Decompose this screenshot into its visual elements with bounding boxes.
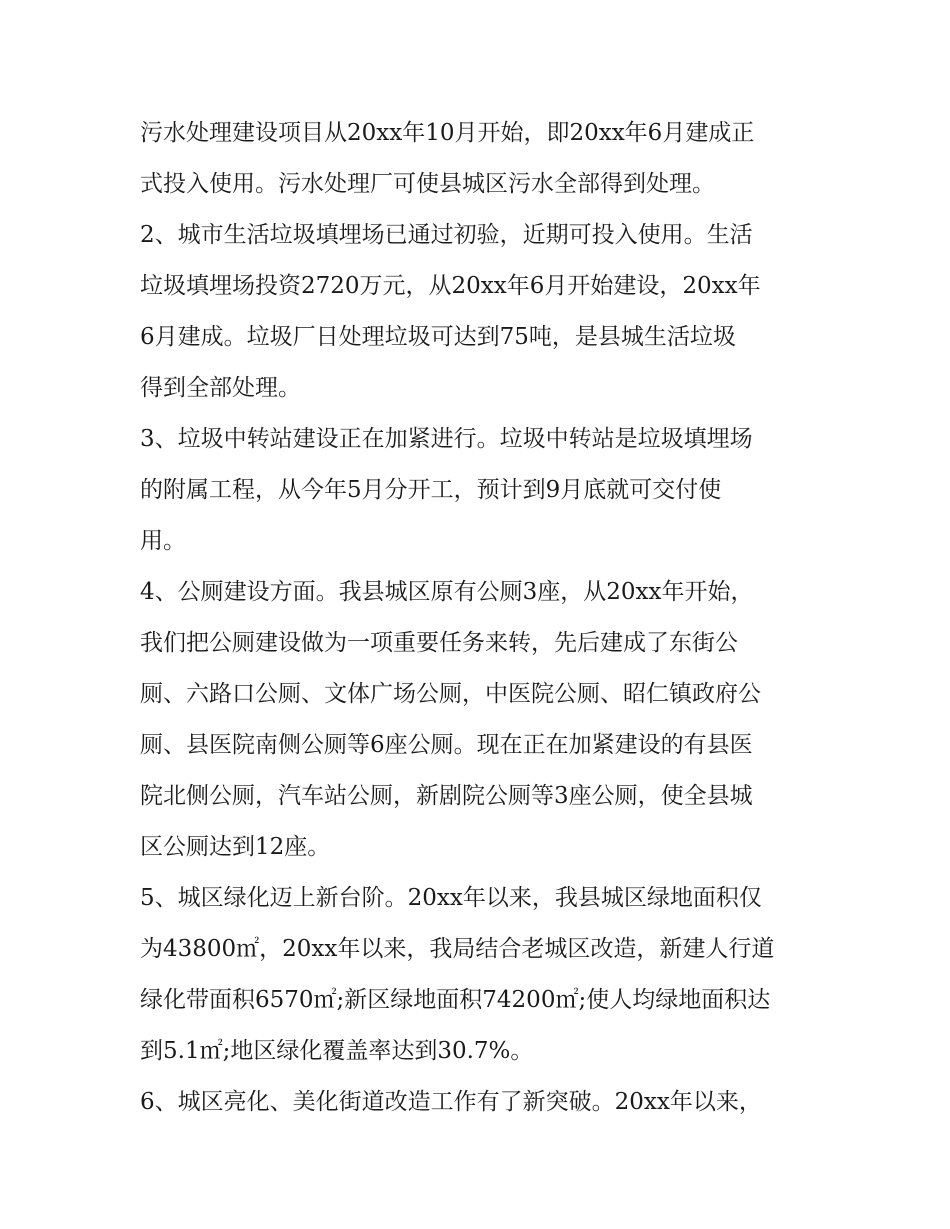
text-line: 污水处理建设项目从20xx年10月开始，即20xx年6月建成正 (140, 120, 755, 146)
paragraph-public-toilets (140, 567, 820, 873)
document-body (140, 108, 820, 1128)
text-line: 6月建成。垃圾厂日处理垃圾可达到75吨，是县城生活垃圾 (140, 324, 736, 350)
text-line: 的附属工程，从今年5月分开工，预计到9月底就可交付使 (140, 477, 722, 503)
text-line: 3、垃圾中转站建设正在加紧进行。垃圾中转站是垃圾填埋场 (140, 426, 753, 452)
text-line: 2、城市生活垃圾填埋场已通过初验，近期可投入使用。生活 (140, 222, 753, 248)
text-line: 4、公厕建设方面。我县城区原有公厕3座，从20xx年开始， (140, 579, 754, 605)
paragraph-landfill (140, 210, 820, 414)
paragraph-lighting (140, 1077, 820, 1128)
text-line: 区公厕达到12座。 (140, 834, 331, 860)
text-line: 院北侧公厕，汽车站公厕，新剧院公厕等3座公厕，使全县城 (140, 783, 753, 809)
text-line: 绿化带面积6570㎡;新区绿地面积74200㎡;使人均绿地面积达 (140, 987, 771, 1013)
text-line: 为43800㎡，20xx年以来，我局结合老城区改造，新建人行道 (140, 936, 775, 962)
text-line: 5、城区绿化迈上新台阶。20xx年以来，我县城区绿地面积仅 (140, 885, 762, 911)
text-line: 厕、六路口公厕、文体广场公厕，中医院公厕、昭仁镇政府公 (140, 681, 761, 707)
text-line: 厕、县医院南侧公厕等6座公厕。现在正在加紧建设的有县医 (140, 732, 753, 758)
text-line: 我们把公厕建设做为一项重要任务来转，先后建成了东街公 (140, 630, 738, 656)
text-line: 式投入使用。污水处理厂可使县城区污水全部得到处理。 (140, 171, 715, 197)
text-line: 到5.1㎡;地区绿化覆盖率达到30.7%。 (140, 1038, 534, 1064)
text-line: 用。 (140, 528, 186, 554)
text-line: 得到全部处理。 (140, 375, 301, 401)
text-line: 6、城区亮化、美化街道改造工作有了新突破。20xx年以来， (140, 1089, 762, 1115)
paragraph-transfer-station (140, 414, 820, 567)
text-line: 垃圾填埋场投资2720万元，从20xx年6月开始建设，20xx年 (140, 273, 761, 299)
paragraph-greening (140, 873, 820, 1077)
paragraph-sewage (140, 108, 820, 210)
